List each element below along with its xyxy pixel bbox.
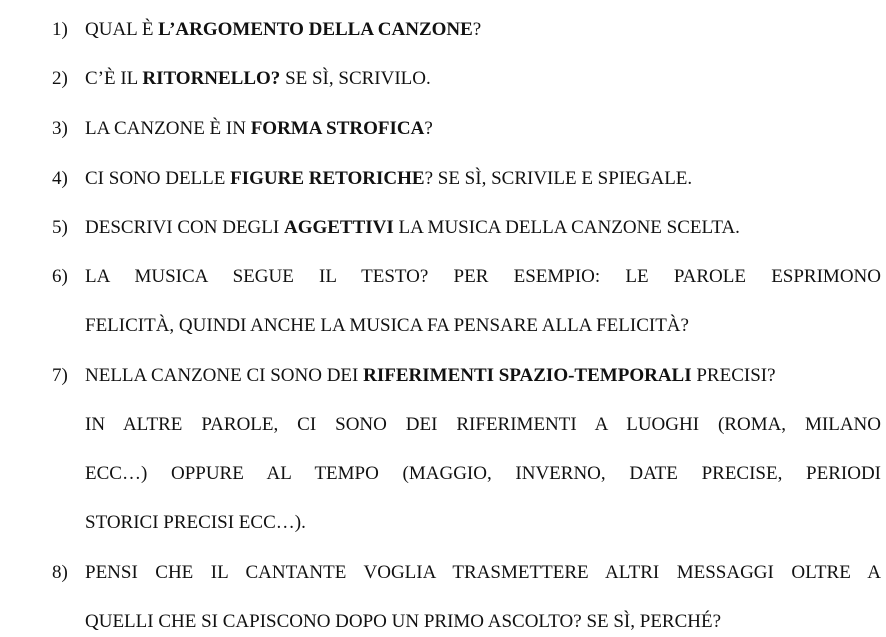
text-segment: IN ALTRE PAROLE, CI SONO DEI RIFERIMENTI A LUOGHI (ROMA, MILANO [85,414,881,435]
question-number: 3) [52,118,68,139]
keyword-bold: RIFERIMENTI SPAZIO-TEMPORALI [363,365,692,386]
text-segment: LA MUSICA SEGUE IL TESTO? PER ESEMPIO: LE PAROLE ESPRIMONO [85,266,881,287]
question-text [85,114,433,144]
text-segment: PENSI CHE IL CANTANTE VOGLIA TRASMETTERE ALTRI MESSAGGI OLTRE A [85,562,881,583]
question-number: 8) [52,562,68,583]
question-text [85,410,881,440]
question-text [85,213,740,243]
question-number: 2) [52,68,68,89]
question-text [85,311,689,341]
text-segment: ECC…) OPPURE AL TEMPO (MAGGIO, INVERNO, DATE PRECISE, PERIODI [85,463,881,484]
text-segment: NELLA CANZONE CI SONO DEI [85,365,364,386]
question-text [85,558,881,588]
text-segment: PRECISI? [691,365,776,386]
text-segment: QUELLI CHE SI CAPISCONO DOPO UN PRIMO ASCOLTO? SE SÌ, PERCHÉ? [85,611,722,632]
text-segment: CI SONO DELLE [85,168,231,189]
text-segment: ? [472,19,482,40]
keyword-bold: AGGETTIVI [283,217,394,238]
question-text [85,262,881,292]
question-text [85,607,721,637]
text-segment: C’È IL [85,68,143,89]
keyword-bold: L’ARGOMENTO DELLA CANZONE [158,19,473,40]
text-segment: LA CANZONE È IN [85,118,251,139]
text-segment: ? [424,118,433,139]
text-segment: DESCRIVI CON DEGLI [85,217,284,238]
question-text [85,361,776,391]
keyword-bold: RITORNELLO? [142,68,281,89]
question-text [85,64,431,94]
text-segment: QUAL È [85,19,159,40]
question-text [85,508,306,538]
text-segment: ? SE SÌ, SCRIVILE E SPIEGALE. [424,168,693,189]
question-text [85,164,692,194]
question-text [85,459,881,489]
question-text [85,15,481,45]
keyword-bold: FIGURE RETORICHE [230,168,425,189]
text-segment: LA MUSICA DELLA CANZONE SCELTA. [393,217,740,238]
question-number: 6) [52,266,68,287]
question-number: 5) [52,217,68,238]
text-segment: SE SÌ, SCRIVILO. [280,68,431,89]
question-number: 1) [52,19,68,40]
question-number: 4) [52,168,68,189]
keyword-bold: FORMA STROFICA [250,118,425,139]
text-segment: FELICITÀ, QUINDI ANCHE LA MUSICA FA PENSARE ALLA FELICITÀ? [85,315,689,336]
text-segment: STORICI PRECISI ECC…). [85,512,306,533]
question-number: 7) [52,365,68,386]
